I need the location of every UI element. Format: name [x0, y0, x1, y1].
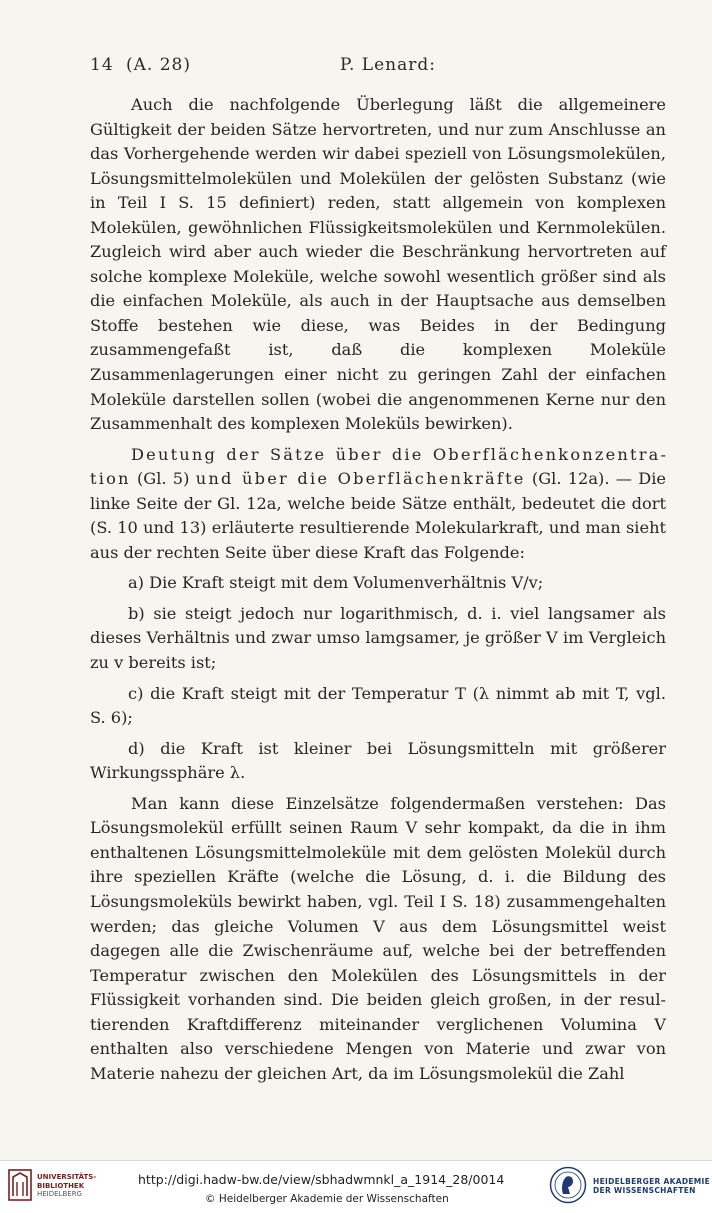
footer-bar [0, 1160, 712, 1213]
library-logo-icon [8, 1169, 32, 1201]
paragraph-intro: Auch die nachfolgende Überlegung läßt die allgemeinere Gültigkeit der beiden Sätze hervortreten, und nur zum Anschlusse an das Vorhergehende werden wir dabei speziell von Lösungsmolekülen, Lösungsmittelmolekülen und Molekülen der gelösten Substanz (wie in Teil I S. 15 definiert) reden, statt allgemein von komplexen Molekülen, gewöhnlichen Flüssigkeitsmolekülen und Kernmolekülen. Zugleich wird aber auch wieder die Beschränkung hervortreten auf solche komplexe Moleküle, welche sowohl wesentlich größer sind als die einfachen Moleküle, als auch in der Hauptsache aus demselben Stoffe bestehen wie diese, was Beides in der Bedingung zusammengefaßt ist, daß die komplexen Moleküle Zusammenlagerungen einer nicht zu geringen Zahl der einfachen Moleküle darstellen sollen (wobei die angenommenen Kerne nur den Zusammenhalt des komplexen Moleküls bewirken). [90, 95, 666, 434]
list-item-c: c) die Kraft steigt mit der Temperatur T (λ nimmt ab mit T, vgl. S. 6); [90, 683, 666, 728]
section-ref-2: (Gl. 12a). — [531, 469, 632, 489]
section-ref-1: (Gl. 5) [136, 469, 190, 489]
running-header [90, 55, 666, 79]
page-reference: (A. 28) [126, 55, 191, 75]
section-text: Die linke Seite der Gl. 12a, welche beide Sätze enthält, bedeutet die dort (S. 10 und 13) erläuterte resultierende Molekularkraft, und man sieht aus der rechten Seite über diese Kraft das Folgende: [90, 469, 666, 562]
page-body [90, 93, 666, 1086]
section-heading: Deutung der Sätze über die Oberflächenkonzentration [90, 444, 666, 489]
copyright-notice: © Heidelberger Akademie der Wissenschaften [205, 1193, 449, 1205]
academy-name: HEIDELBERGER AKADEMIE DER WISSENSCHAFTEN [593, 1177, 711, 1195]
page-number: 14 [90, 55, 114, 75]
list-item-a: a) Die Kraft steigt mit dem Volumenverhältnis V/v; [128, 573, 544, 593]
author-header: P. Lenard: [340, 55, 436, 75]
library-name: UNIVERSITÄTS- BIBLIOTHEK HEIDELBERG [37, 1173, 97, 1198]
list-item-d: d) die Kraft ist kleiner bei Lösungsmitteln mit größerer Wirkungssphäre λ. [90, 738, 666, 783]
paragraph-section [90, 443, 666, 566]
section-connector: und über die Oberflächenkräfte [195, 469, 526, 489]
source-url-link[interactable]: http://digi.hadw-bw.de/view/sbhadwmnkl_a_1914_28/0014 [138, 1172, 505, 1187]
academy-seal-icon [549, 1166, 587, 1204]
paragraph-closing: Man kann diese Einzelsätze folgendermaßen verstehen: Das Lösungsmolekül erfüllt seinen Raum V sehr kompakt, da die in ihm enthaltenen Lösungsmittelmoleküle mit dem gelösten Molekül durch ihre speziellen Kräfte (welche die Lösung, d. i. die Bildung des Lösungsmoleküls bewirkt haben, vgl. Teil I S. 18) zusammengehalten werden; das gleiche Volumen V aus dem Lösungsmittel weist dagegen alle die Zwischenräume auf, welche bei der betreffenden Temperatur zwischen den Molekülen des Lösungsmittels in der Flüssigkeit vorhanden sind. Die beiden gleich großen, in der resultierenden Kraftdifferenz miteinander verglichenen Volumina V enthalten also verschiedene Mengen von Materie und zwar von Materie nahezu der gleichen Art, da im Lösungsmolekül die Zahl [90, 793, 666, 1083]
list-item-b: b) sie steigt jedoch nur logarithmisch, d. i. viel langsamer als dieses Verhältnis und zwar umso lamgsamer, je größer V im Vergleich zu v bereits ist; [90, 603, 666, 673]
